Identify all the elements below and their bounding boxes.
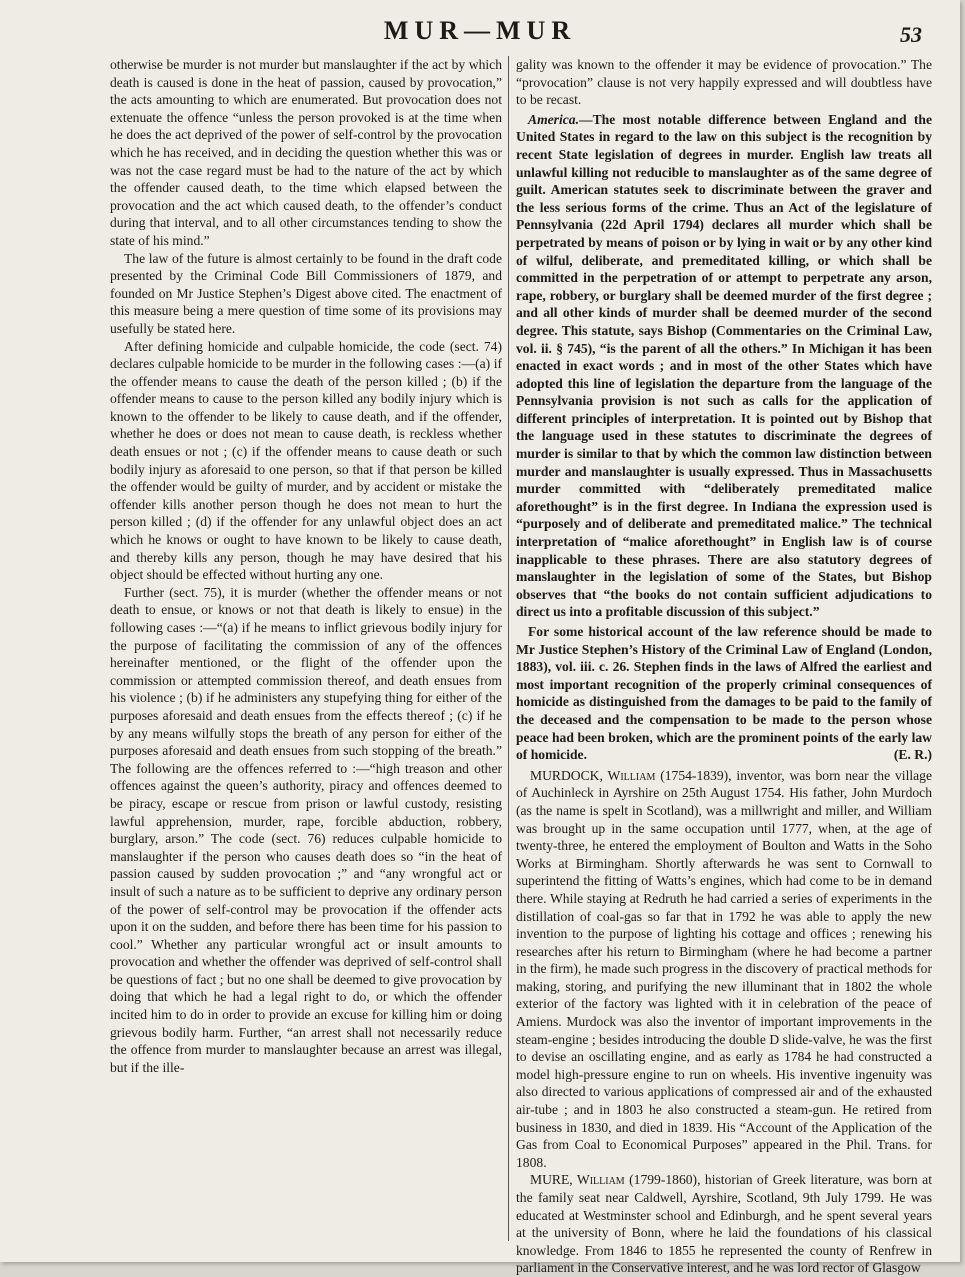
right-column [516,56,932,1276]
paragraph-section-74: After defining homicide and culpable homicide, the code (sect. 74) declares culpable homicide to be murder in the following cases :—(a) if the offender means to cause the death of the person killed ; (b) if the offender means to cause to the person killed any bodily injury which is known to the offender to be likely to cause death, and if the offender, whether he does or does not mean to cause death, is reckless whether death ensues or not ; (c) if the offender means to cause death or such bodily injury as aforesaid to one person, so that if that person be killed the offender would be guilty of murder, and by accident or mistake the offender kills another person though he does not mean to hurt the person killed ; (d) if the offender for any unlawful object does an act which he knows or ought to have known to be likely to cause death, and thereby kills any person, though he may have desired that his object should be effected without hurting any one. [110,338,502,583]
mure-text: (1799-1860), historian of Greek literature, was born at the family seat near Caldwell, Ayrshire, Scotland, 9th July 1799. He was educated at Westminster school and Edinburgh, and he spent several years at the university of Bonn, where he laid the foundations of his classical knowledge. From 1846 to 1855 he represented the county of Renfrew in parliament in the Conservative interest, and he was lord rector of Glasgow [516,1172,932,1276]
note-signature: (E. R.) [893,747,932,763]
mure-headword: MURE, William [530,1172,625,1188]
column-divider [508,56,509,1241]
america-text: —The most notable difference between England and the United States in regard to the law on this subject is the recognition by recent State legislation of degrees in murder. English law treats all unlawful killing not reducible to manslaughter as of the same degree of guilt. American statutes seek to discriminate between the graver and the less serious forms of the crime. Thus an Act of the legislature of Pennsylvania (22d April 1794) declares all murder which shall be perpetrated by means of poison or by lying in wait or by any other kind of wilful, deliberate, and premeditated killing, or which shall be committed in the perpetration of or attempt to perpetrate any arson, rape, robbery, or burglary shall be deemed murder of the first degree ; and all other kinds of murder shall be deemed murder of the second degree. This statute, says Bishop (Commentaries on the Criminal Law, vol. ii. § 745), “is the parent of all the others.” In Michigan it has been enacted in exact words ; and in most of the other States which have adopted this line of legislation the departure from the language of the Pennsylvania provision is not such as calls for the application of different principles of interpretation. It is pointed out by Bishop that the language used in these statutes to discriminate the degrees of murder is similar to that by which the common law distinction between murder and manslaughter is usually expressed. Thus in Massachusetts murder committed with “deliberately premeditated malice aforethought” is in the first degree. In Indiana the expression used is “purposely and of deliberate and premeditated malice.” The technical interpretation of “malice aforethought” in English law is of course inapplicable to these phrases. There are also statutory degrees of manslaughter in the legislation of some of the States, but Bishop observes that “the books do not contain sufficient adjudications to direct us into a profitable discussion of this subject.” [516,111,932,620]
murdock-text: (1754-1839), inventor, was born near the village of Auchinleck in Ayrshire on 25th August 1754. His father, John Murdoch (as the name is spelt in Scotland), was a millwright and miller, and William was brought up in the same occupation until 1777, when, at the age of twenty-three, he entered the employment of Boulton and Watts in the Soho Works at Birmingham. Shortly afterwards he was sent to Cornwall to superintend the fitting of Watts’s engines, which had come to be in demand there. While staying at Redruth he had carried a series of experiments in the distillation of coal-gas so far that in 1792 he was able to apply the new invention to the purpose of lighting his cottage and offices ; renewing his researches after his return to Birmingham (where he had become a partner in the firm), he made such progress in the discovery of practical methods for making, storing, and purifying the new illuminant that in 1802 the whole exterior of the factory was lighted with it in celebration of the peace of Amiens. Murdock was also the inventor of important improvements in the steam-engine ; besides introducing the double D slide-valve, he was the first to devise an oscillating engine, and as early as 1784 he had constructed a model high-pressure engine to run on wheels. His inventive ingenuity was also directed to various applications of compressed air and of the exhausted air-tube ; and in 1803 he also constructed a steam-gun. He retired from business in 1830, and died in 1839. His “Account of the Application of the Gas from Coal to Economical Purposes” appeared in the Phil. Trans. for 1808. [516,767,932,1170]
entry-murdock [516,767,932,1172]
paragraph-provocation-clause: gality was known to the offender it may be evidence of provocation.” The “provocation” clause is not very happily expressed and will doubtless have to be recast. [516,57,932,108]
entry-mure [516,1171,932,1277]
murdock-headword: MURDOCK, William [530,767,656,783]
page-number: 53 [900,22,922,47]
america-heading: America. [528,111,579,127]
paragraph-america [516,111,932,621]
paragraph-draft-code: The law of the future is almost certainly to be found in the draft code presented by the Criminal Code Bill Commissioners of 1879, and founded on Mr Justice Stephen’s Digest above cited. The enactment of this measure being a mere question of time some of its provisions may usefully be stated here. [110,250,502,336]
note-text: For some historical account of the law reference should be made to Mr Justice Stephen’s History of the Criminal Law of England (London, 1883), vol. iii. c. 26. Stephen finds in the laws of Alfred the earliest and most important recognition of the properly criminal consequences of homicide as distinguished from the damages to be paid to the family of the deceased and the compensation to be made to the person whose peace had been broken, which are the prominent points of the early law of homicide. [516,624,932,763]
left-column [110,56,502,1246]
paragraph-section-75: Further (sect. 75), it is murder (whether the offender means or not death to ensue, or knows or not that death is likely to ensue) in the following cases :—“(a) if he means to inflict grievous bodily injury for the purpose of facilitating the commission of any of the offences hereinafter mentioned, or the flight of the offender upon the commission or attempted commission thereof, and death ensues from his violence ; (b) if he administers any stupefying thing for either of the purposes aforesaid and death ensues from the effects thereof ; (c) if he by any means wilfully stops the breath of any person for either of the purposes aforesaid and death ensues from such stopping of the breath.” The following are the offences referred to :—“high treason and other offences against the queen’s authority, piracy and offences deemed to be piracy, escape or rescue from prison or lawful custody, resisting lawful apprehension, murder, rape, forcible abduction, robbery, burglary, arson.” The code (sect. 76) reduces culpable homicide to manslaughter if the person who causes death does so “in the heat of passion caused by sudden provocation ;” and “any wrongful act or insult of such a nature as to be sufficient to deprive any ordinary person of the power of self-control may be provocation if the offender acts upon it on the sudden, and before there has been time for his passion to cool.” Whether any particular wrongful act or insult amounts to provocation and whether the offender was deprived of self-control shall be questions of fact ; but no one shall be deemed to give provocation by doing that which he had a legal right to do, or which the offender incited him to do in order to provide an excuse for killing him or doing grievous bodily harm. Further, “an arrest shall not necessarily reduce the offence from murder to manslaughter because an arrest was illegal, but if the ille- [110,584,502,1075]
running-title: MUR—MUR [383,16,577,45]
historical-note [516,623,932,764]
paragraph-provocation-definition: otherwise be murder is not murder but manslaughter if the act by which death is caused is done in the heat of passion, caused by provocation,” the acts amounting to which are enumerated. But provocation does not extenuate the offence “unless the person provoked is at the time when he does the act deprived of the power of self-control by the provocation which he has received, and in deciding the question whether this was or was not the case regard must be had to the nature of the act by which the offender caused death, to the time which elapsed between the provocation and the act which caused death, to the offender’s conduct during that interval, and to all other circumstances tending to show the state of his mind.” [110,57,502,248]
